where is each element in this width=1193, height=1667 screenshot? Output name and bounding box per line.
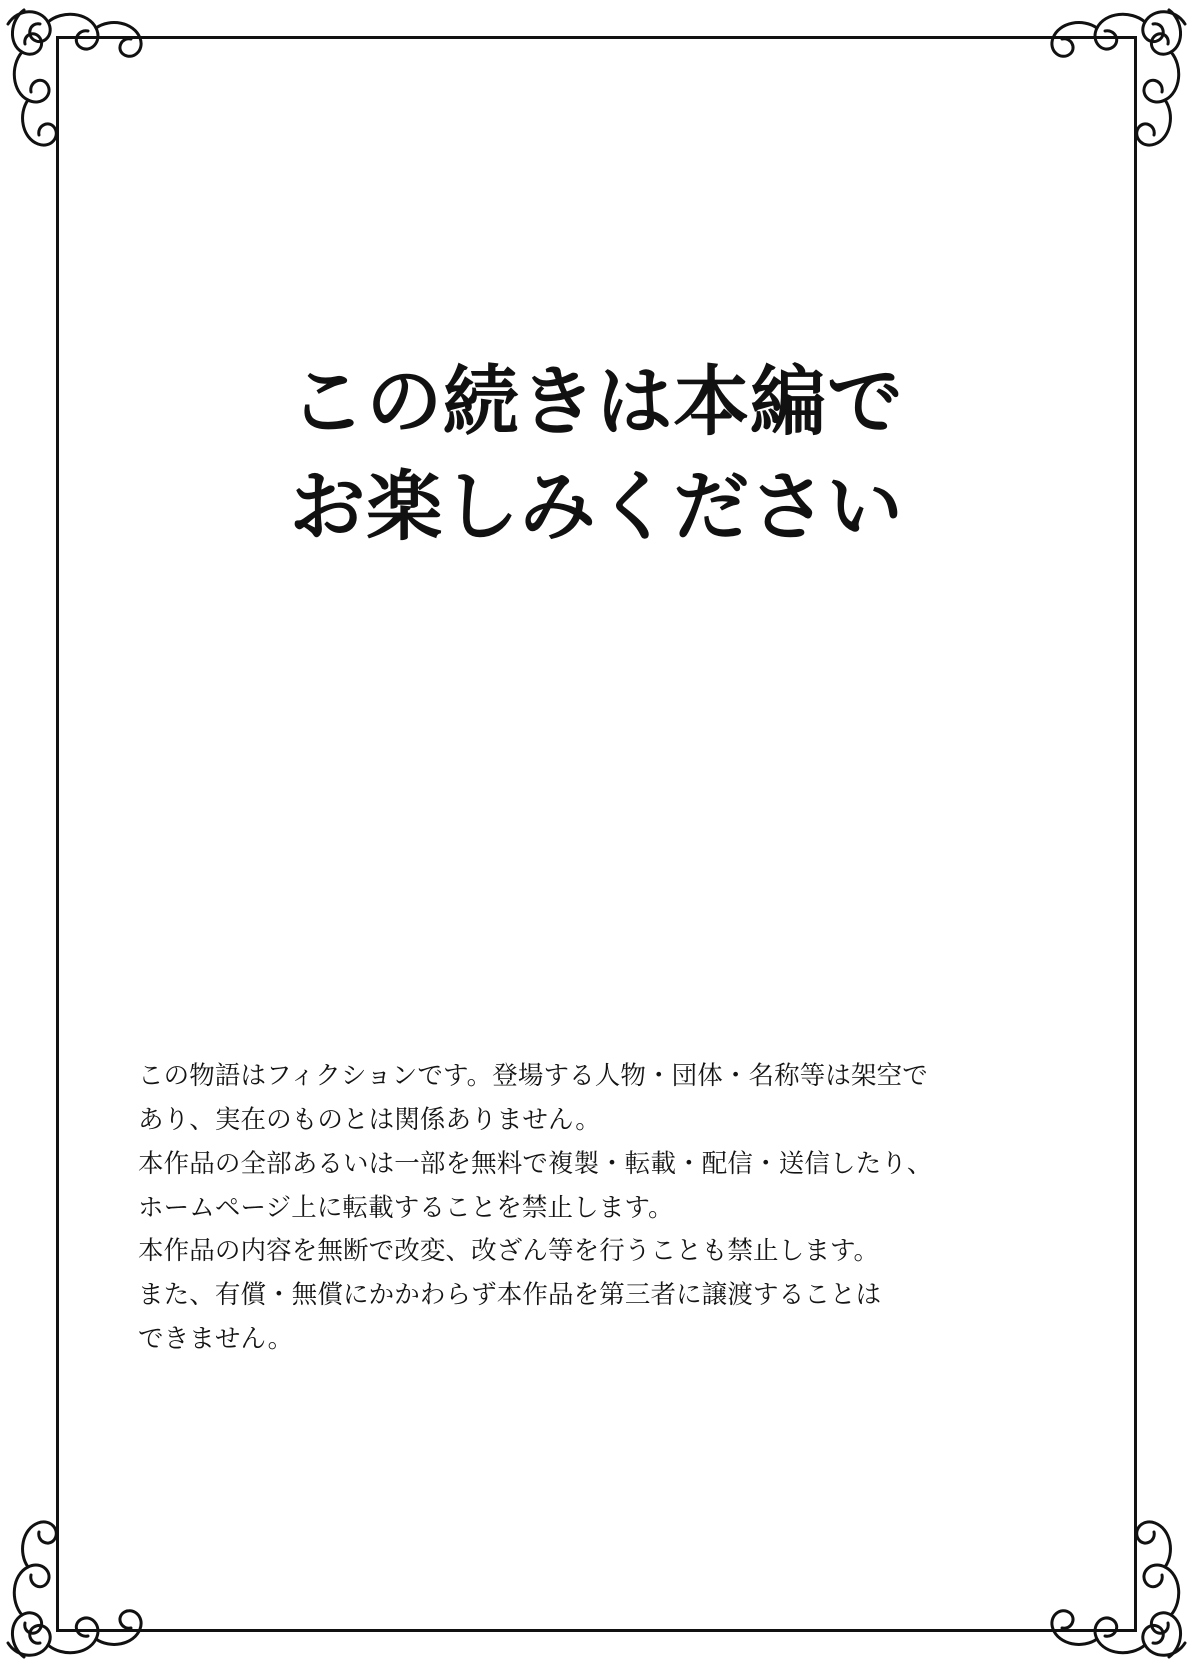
disclaimer-line: 本作品の内容を無断で改変、改ざん等を行うことも禁止します。 — [138, 1236, 880, 1267]
disclaimer-line: あり、実在のものとは関係ありません。 — [138, 1104, 601, 1135]
headline-line-1: この続きは本編で — [289, 357, 904, 446]
disclaimer-line: また、有償・無償にかかわらず本作品を第三者に譲渡することは — [138, 1280, 882, 1311]
disclaimer-line: できません。 — [138, 1324, 294, 1355]
headline-block — [56, 350, 1137, 560]
disclaimer-line: この物語はフィクションです。登場する人物・団体・名称等は架空で — [138, 1061, 928, 1091]
disclaimer-line: ホームページ上に転載することを禁止します。 — [138, 1192, 674, 1223]
headline-line-2: お楽しみください — [289, 461, 904, 551]
disclaimer-block — [138, 1055, 1018, 1362]
disclaimer-line: 本作品の全部あるいは一部を無料で複製・転載・配信・送信したり、 — [138, 1148, 933, 1179]
inner-border-frame — [56, 36, 1137, 1632]
